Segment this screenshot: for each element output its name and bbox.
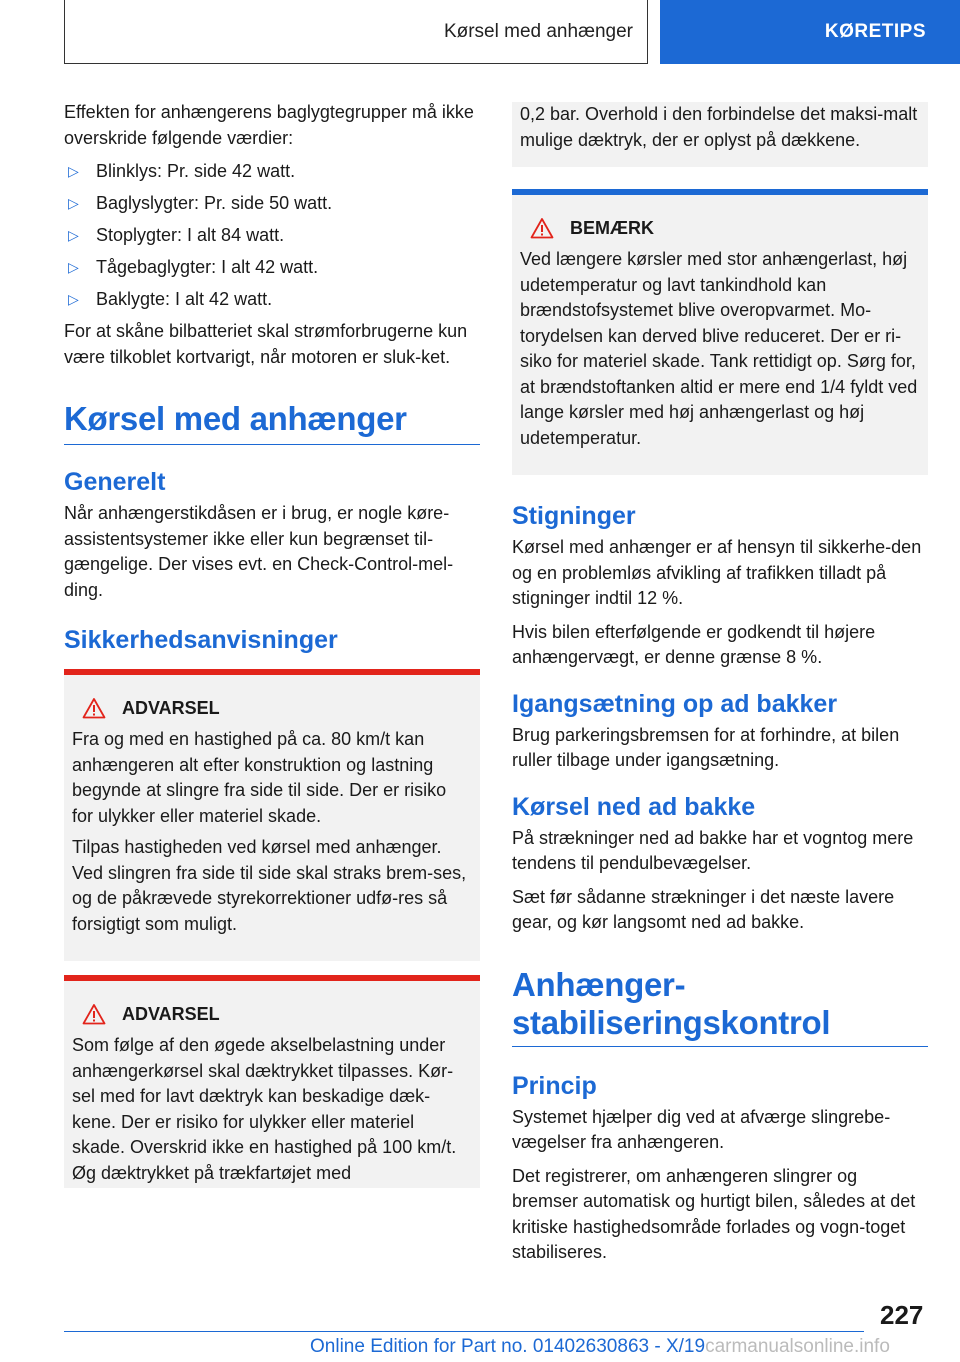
downhill-paragraph: Sæt før sådanne strækninger i det næste lavere gear, og kør langsomt ned ad bakke. (512, 886, 895, 932)
note-box-fuel-system (512, 189, 928, 475)
list-item: ▷ Blinklys: Pr. side 42 watt. (64, 159, 480, 184)
header-section-label: Kørsel med anhænger (443, 20, 633, 42)
general-heading: Generelt (64, 468, 166, 496)
intro-paragraph: Effekten for anhængerens baglygtegrupper må ikke overskride følgende værdier: (64, 102, 474, 148)
footer-divider (64, 1331, 864, 1332)
left-column (64, 100, 480, 1188)
principle-heading: Princip (512, 1071, 597, 1100)
header-chapter-label: KØRETIPS (824, 21, 926, 42)
warning-paragraph: 0,2 bar. Overhold i den forbindelse det maksi-malt mulige dæktryk, der er oplyst på dækkene. (520, 104, 918, 150)
note-paragraph: Ved længere kørsler med stor anhængerlast, høj udetemperatur og lavt tankindhold kan brændstofsystemet blive overopvarmet. Mo-torydelsen kan derved blive reduceret. Der er ri-siko for materiel skade. Tank rettidigt op. Sørg for, at brændstoftanken altid er mere end 1/4 fyldt ved lange kørsler med høj anhængerlast og høj udetemperatur. (520, 249, 918, 448)
safety-heading: Sikkerhedsanvisninger (64, 626, 338, 654)
page-number: 227 (880, 1300, 924, 1330)
warning-title: ADVARSEL (72, 1001, 472, 1027)
warning-triangle-icon (82, 1003, 106, 1025)
warning-paragraph: Tilpas hastigheden ved kørsel med anhænger. Ved slingren fra side til side skal straks brem-ses, og de påkrævede styrekorrektioner udfø-res så forsigtigt som muligt. (72, 837, 467, 934)
triangle-bullet-icon: ▷ (68, 227, 79, 243)
incline-paragraph: Hvis bilen efterfølgende er godkendt til højere anhængervægt, er denne grænse 8 %. (512, 621, 876, 667)
stability-heading: Anhænger- stabiliseringskontrol (512, 965, 831, 1041)
warning-paragraph: Som følge af den øgede akselbelastning under anhængerkørsel skal dæktrykket tilpasses. Kør-sel med for lavt dæktryk kan beskadige dæk-kene. Der er risiko for ulykker eller materiel skade. Overskrid ikke en hastighed på 100 km/t. Øg dæktrykket på trækfartøjet med (72, 1035, 457, 1183)
warning-box-tire-pressure (64, 975, 480, 1188)
header-chapter-tab (660, 0, 960, 64)
warning-triangle-icon (82, 697, 106, 719)
downhill-heading: Kørsel ned ad bakke (512, 792, 756, 821)
list-item: ▷ Baklygte: I alt 42 watt. (64, 287, 480, 312)
list-item: ▷ Baglyslygter: Pr. side 50 watt. (64, 191, 480, 216)
warning-box-continued (512, 102, 928, 167)
main-heading: Kørsel med anhænger (64, 400, 407, 437)
footer-edition: Online Edition for Part no. 01402630863 - X/19carmanualsonline.info (310, 1336, 890, 1357)
warning-triangle-icon (530, 217, 554, 239)
triangle-bullet-icon: ▷ (68, 195, 79, 211)
right-column (512, 102, 928, 1274)
footer-watermark: carmanualsonline.info (705, 1336, 890, 1357)
triangle-bullet-icon: ▷ (68, 291, 79, 307)
note-title: BEMÆRK (520, 215, 920, 241)
warning-paragraph: Fra og med en hastighed på ca. 80 km/t kan anhængeren alt efter konstruktion og lastning begynde at slingre fra side til side. Der er risiko for ulykker eller materiel skade. (72, 729, 447, 826)
battery-paragraph: For at skåne bilbatteriet skal strømforbrugerne kun være tilkoblet kortvarigt, når motoren er sluk-ket. (64, 321, 468, 367)
triangle-bullet-icon: ▷ (68, 163, 79, 179)
warning-box-speed (64, 669, 480, 961)
lamp-wattage-list (64, 159, 480, 312)
uphill-heading: Igangsætning op ad bakker (512, 689, 838, 718)
main-heading-block (64, 400, 480, 445)
header-section-title (64, 0, 648, 64)
principle-paragraph: Systemet hjælper dig ved at afværge slingrebe-vægelser fra anhængeren. (512, 1106, 891, 1152)
incline-heading: Stigninger (512, 502, 636, 530)
list-item: ▷ Stoplygter: I alt 84 watt. (64, 223, 480, 248)
triangle-bullet-icon: ▷ (68, 259, 79, 275)
incline-paragraph: Kørsel med anhænger er af hensyn til sikkerhe-den og en problemløs afvikling af trafikken tilladt på stigninger indtil 12 %. (512, 537, 922, 608)
warning-title: ADVARSEL (72, 695, 472, 721)
downhill-paragraph: På strækninger ned ad bakke har et vogntog mere tendens til pendulbevægelser. (512, 827, 914, 873)
list-item: ▷ Tågebaglygter: I alt 42 watt. (64, 255, 480, 280)
uphill-paragraph: Brug parkeringsbremsen for at forhindre, at bilen ruller tilbage under igangsætning. (512, 724, 900, 770)
principle-paragraph: Det registrerer, om anhængeren slingrer og bremser automatisk og hurtigt bilen, således at det kritiske hastighedsområde forlades og vogn-toget stabiliseres. (512, 1165, 916, 1262)
general-paragraph: Når anhængerstikdåsen er i brug, er nogle køre-assistentsystemer ikke eller kun begrænset til-gængelige. Der vises evt. en Check-Control-mel-ding. (64, 503, 454, 600)
stability-heading-block (512, 966, 928, 1047)
